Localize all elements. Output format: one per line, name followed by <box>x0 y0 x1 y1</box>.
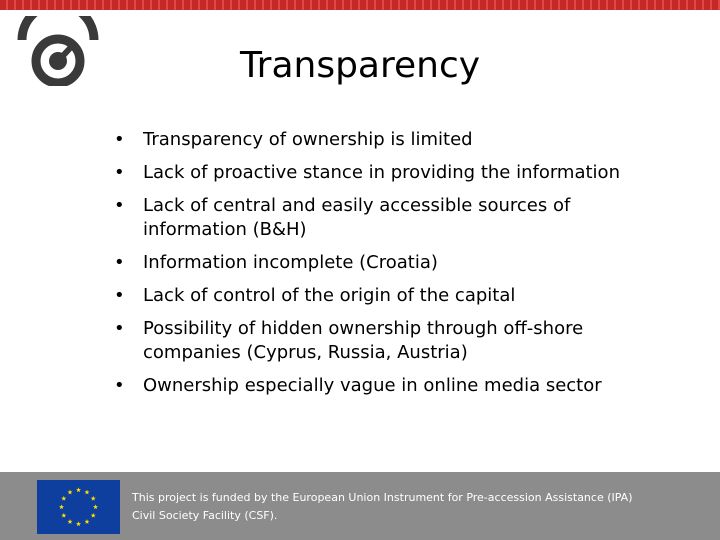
bullet-item: • Transparency of ownership is limited <box>112 128 672 152</box>
top-accent-stripe <box>0 0 720 10</box>
bullet-list <box>112 128 672 407</box>
bullet-item: • Ownership especially vague in online media sector <box>112 374 672 398</box>
bullet-item: • Lack of control of the origin of the capital <box>112 284 672 308</box>
bullet-item: • Possibility of hidden ownership through off-shore companies (Cyprus, Russia, Austria) <box>112 317 672 365</box>
funding-notice <box>132 489 712 525</box>
bullet-item: • Lack of central and easily accessible sources of information (B&H) <box>112 194 672 242</box>
bullet-item: • Information incomplete (Croatia) <box>112 251 672 275</box>
slide-title: Transparency <box>239 45 481 86</box>
funding-line-2: Civil Society Facility (CSF). <box>132 509 278 522</box>
bullet-item: • Lack of proactive stance in providing the information <box>112 161 672 185</box>
funding-line-1: This project is funded by the European Union Instrument for Pre-accession Assistance (IPA) <box>132 491 633 504</box>
eu-flag-icon <box>37 480 120 534</box>
